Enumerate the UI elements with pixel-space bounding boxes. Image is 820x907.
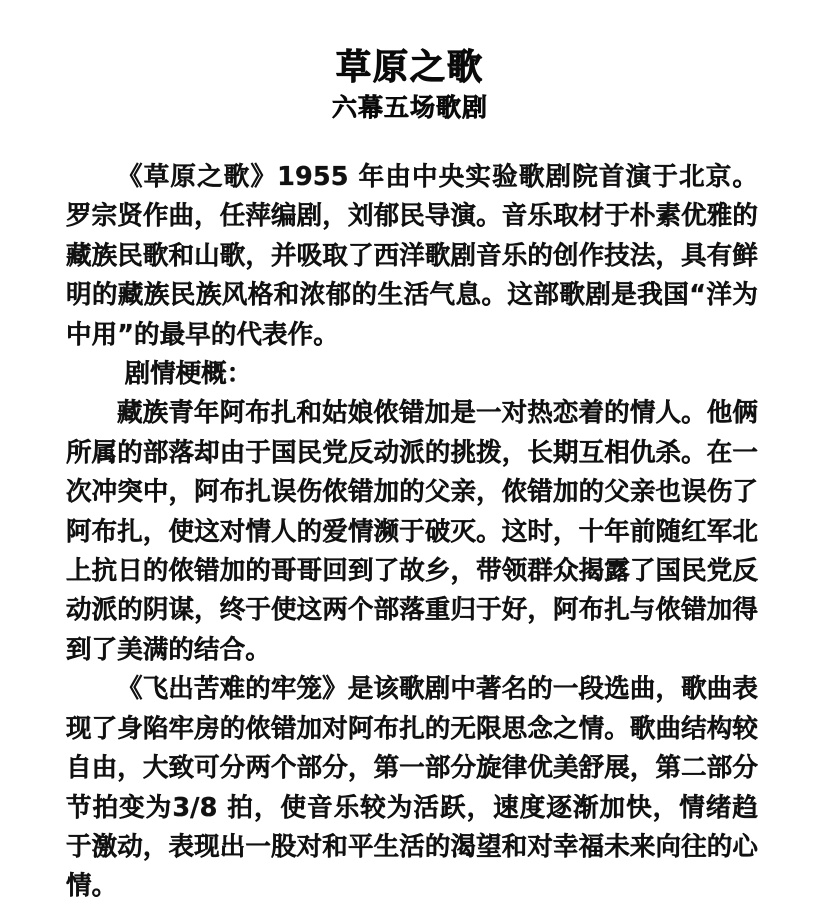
paragraph-intro: 《草原之歌》1955 年由中央实验歌剧院首演于北京。罗宗贤作曲，任萍编剧，刘郁民导演。音乐取材于朴素优雅的藏族民歌和山歌，并吸取了西洋歌剧音乐的创作技法，具有鲜明的藏族民族风格和浓郁的生活气息。这部歌剧是我国“洋为中用”的最早的代表作。 <box>66 162 758 350</box>
section-heading-synopsis: 剧情梗概： <box>124 359 253 390</box>
title-block <box>0 46 820 124</box>
page-title: 草原之歌 <box>335 48 484 88</box>
page-subtitle: 六幕五场歌剧 <box>331 93 488 122</box>
document-body <box>66 158 758 907</box>
paragraph-synopsis: 藏族青年阿布扎和姑娘侬错加是一对热恋着的情人。他俩所属的部落却由于国民党反动派的挑拨，长期互相仇杀。在一次冲突中，阿布扎误伤侬错加的父亲，侬错加的父亲也误伤了阿布扎，使这对情人的爱情濒于破灭。这时，十年前随红军北上抗日的侬错加的哥哥回到了故乡，带领群众揭露了国民党反动派的阴谋，终于使这两个部落重归于好，阿布扎与侬错加得到了美满的结合。 <box>66 398 758 665</box>
paragraph-aria: 《飞出苦难的牢笼》是该歌剧中著名的一段选曲，歌曲表现了身陷牢房的侬错加对阿布扎的无限思念之情。歌曲结构较自由，大致可分两个部分，第一部分旋律优美舒展，第二部分节拍变为3/8 拍，使音乐较为活跃，速度逐渐加快，情绪趋于激动，表现出一股对和平生活的渴望和对幸福未来向往的心情。 <box>66 674 758 902</box>
